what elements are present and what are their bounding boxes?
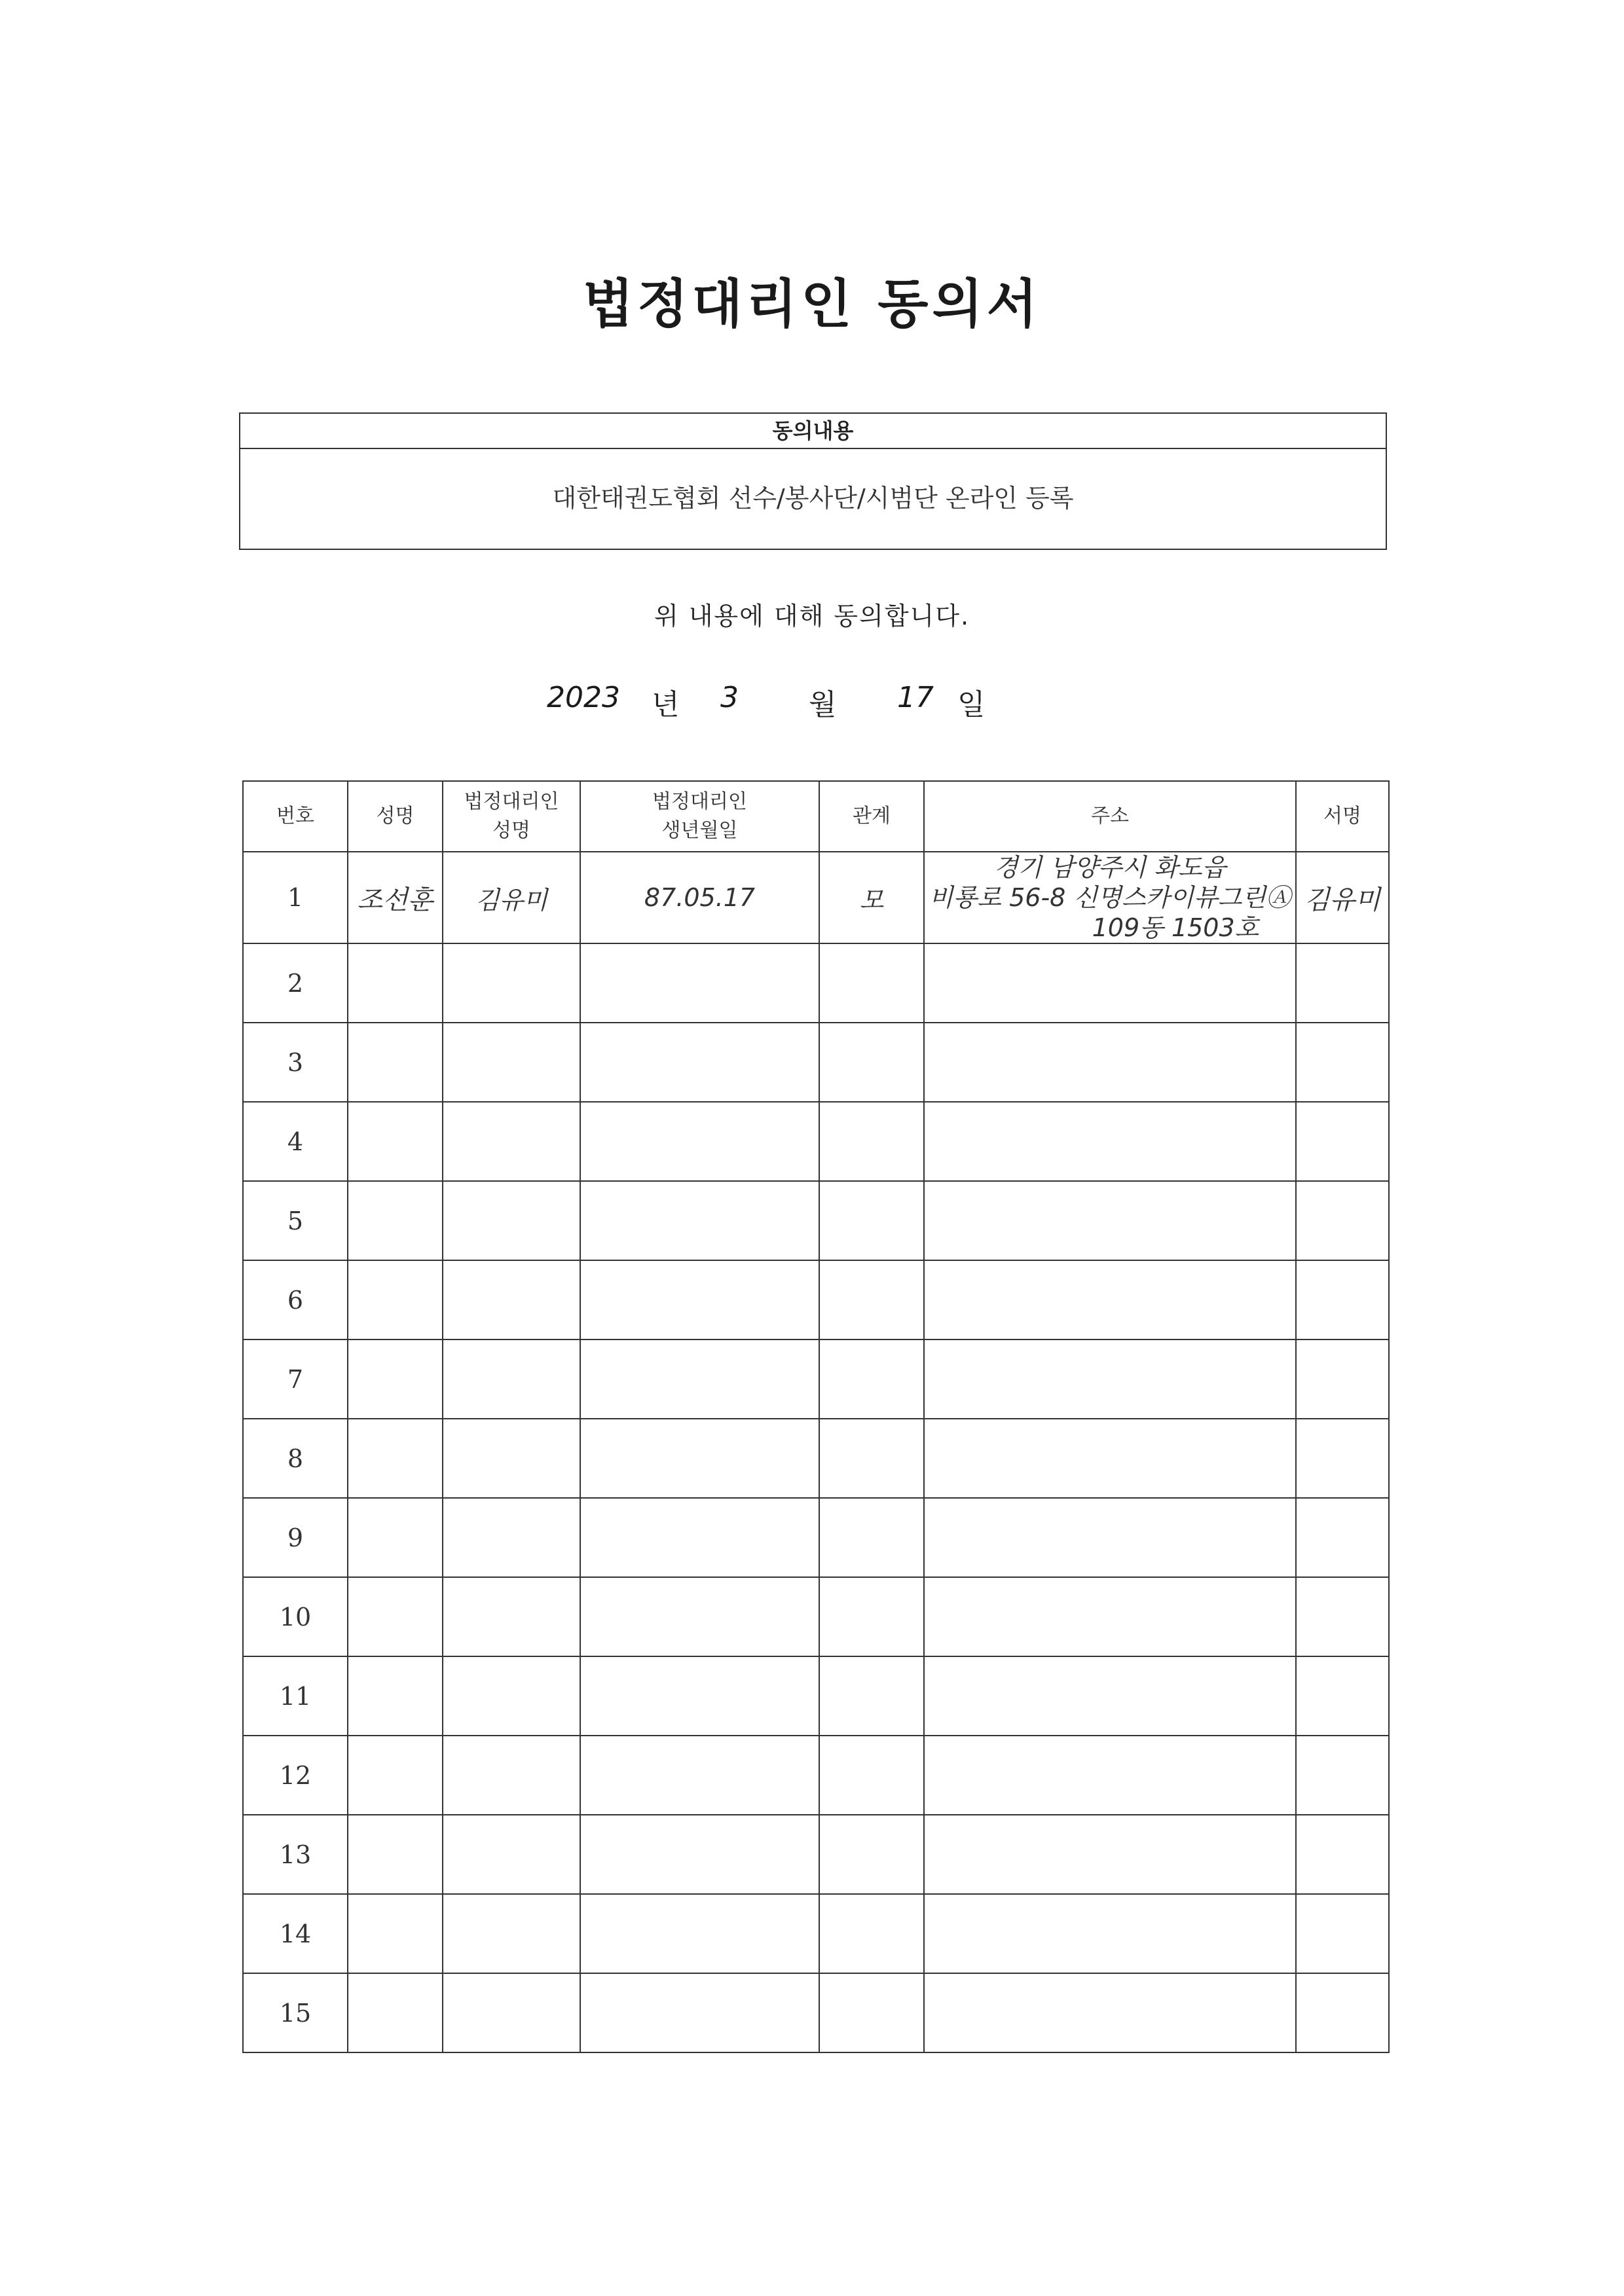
table-row — [243, 852, 1389, 943]
empty-cell — [819, 1339, 924, 1419]
row-no: 6 — [243, 1260, 348, 1339]
empty-cell — [819, 1656, 924, 1736]
header-no: 번호 — [243, 781, 348, 852]
empty-cell — [443, 1181, 580, 1260]
empty-cell — [580, 1894, 819, 1973]
row-no: 10 — [243, 1577, 348, 1656]
rep-name: 김유미 — [443, 852, 580, 943]
empty-cell — [443, 1736, 580, 1815]
table-row — [243, 1973, 1389, 2052]
registration-table — [242, 780, 1390, 2053]
empty-cell — [819, 1102, 924, 1181]
empty-cell — [1296, 1419, 1389, 1498]
header-rep-birth-line1: 법정대리인 — [652, 790, 747, 813]
empty-cell — [443, 1260, 580, 1339]
empty-cell — [924, 943, 1296, 1023]
empty-cell — [819, 1894, 924, 1973]
empty-cell — [348, 1815, 443, 1894]
empty-cell — [580, 1102, 819, 1181]
empty-cell — [348, 1656, 443, 1736]
empty-cell — [924, 1736, 1296, 1815]
empty-cell — [924, 1102, 1296, 1181]
empty-cell — [1296, 1656, 1389, 1736]
empty-cell — [443, 1973, 580, 2052]
header-address: 주소 — [924, 781, 1296, 852]
table-row — [243, 1102, 1389, 1181]
empty-cell — [443, 1894, 580, 1973]
empty-cell — [443, 1498, 580, 1577]
row-no: 11 — [243, 1656, 348, 1736]
empty-cell — [443, 1339, 580, 1419]
empty-cell — [348, 1102, 443, 1181]
date-day-label: 일 — [957, 688, 986, 721]
signature: 김유미 — [1296, 852, 1389, 943]
empty-cell — [348, 1260, 443, 1339]
row-no: 12 — [243, 1736, 348, 1815]
student-name: 조선훈 — [348, 852, 443, 943]
header-rep-name-line1: 법정대리인 — [464, 790, 559, 813]
empty-cell — [819, 943, 924, 1023]
empty-cell — [580, 1260, 819, 1339]
empty-cell — [348, 943, 443, 1023]
row-no: 5 — [243, 1181, 348, 1260]
date-month-label: 월 — [809, 688, 837, 721]
empty-cell — [1296, 1339, 1389, 1419]
empty-cell — [924, 1656, 1296, 1736]
table-row — [243, 1656, 1389, 1736]
consent-box — [239, 412, 1387, 550]
row-no: 3 — [243, 1023, 348, 1102]
empty-cell — [924, 1023, 1296, 1102]
empty-cell — [819, 1260, 924, 1339]
empty-cell — [580, 1419, 819, 1498]
empty-cell — [580, 943, 819, 1023]
empty-cell — [348, 1498, 443, 1577]
empty-cell — [443, 1419, 580, 1498]
empty-cell — [348, 1023, 443, 1102]
header-rep-birth-line2: 생년월일 — [661, 819, 738, 842]
empty-cell — [348, 1181, 443, 1260]
table-row — [243, 943, 1389, 1023]
table-header-row — [243, 781, 1389, 852]
row-no: 1 — [243, 852, 348, 943]
row-no: 15 — [243, 1973, 348, 2052]
empty-cell — [819, 1577, 924, 1656]
table-row — [243, 1894, 1389, 1973]
empty-cell — [443, 1656, 580, 1736]
empty-cell — [924, 1498, 1296, 1577]
table-row — [243, 1577, 1389, 1656]
empty-cell — [348, 1894, 443, 1973]
table-row — [243, 1815, 1389, 1894]
empty-cell — [1296, 1736, 1389, 1815]
empty-cell — [819, 1815, 924, 1894]
table-row — [243, 1419, 1389, 1498]
empty-cell — [924, 1815, 1296, 1894]
date-year: 2023 — [547, 681, 620, 714]
empty-cell — [1296, 1102, 1389, 1181]
empty-cell — [580, 1023, 819, 1102]
empty-cell — [580, 1656, 819, 1736]
relation: 모 — [819, 852, 924, 943]
empty-cell — [924, 1577, 1296, 1656]
table-row — [243, 1181, 1389, 1260]
header-name: 성명 — [348, 781, 443, 852]
date-day: 17 — [897, 681, 934, 714]
empty-cell — [443, 1102, 580, 1181]
row-no: 8 — [243, 1419, 348, 1498]
empty-cell — [580, 1973, 819, 2052]
empty-cell — [1296, 1498, 1389, 1577]
empty-cell — [348, 1973, 443, 2052]
empty-cell — [580, 1181, 819, 1260]
table-row — [243, 1260, 1389, 1339]
agreement-text: 위 내용에 대해 동의합니다. — [654, 602, 970, 630]
empty-cell — [1296, 1894, 1389, 1973]
empty-cell — [1296, 1577, 1389, 1656]
empty-cell — [580, 1815, 819, 1894]
empty-cell — [348, 1419, 443, 1498]
empty-cell — [1296, 1181, 1389, 1260]
rep-birth: 87.05.17 — [580, 852, 819, 943]
empty-cell — [819, 1736, 924, 1815]
empty-cell — [924, 1260, 1296, 1339]
row-no: 14 — [243, 1894, 348, 1973]
empty-cell — [1296, 1815, 1389, 1894]
empty-cell — [580, 1498, 819, 1577]
empty-cell — [443, 1815, 580, 1894]
empty-cell — [1296, 1260, 1389, 1339]
empty-cell — [819, 1973, 924, 2052]
empty-cell — [924, 1339, 1296, 1419]
row-no: 13 — [243, 1815, 348, 1894]
empty-cell — [924, 1419, 1296, 1498]
empty-cell — [819, 1181, 924, 1260]
table-row — [243, 1498, 1389, 1577]
empty-cell — [580, 1339, 819, 1419]
empty-cell — [1296, 1023, 1389, 1102]
address — [924, 852, 1296, 943]
row-no: 2 — [243, 943, 348, 1023]
empty-cell — [580, 1736, 819, 1815]
empty-cell — [580, 1577, 819, 1656]
header-rep-birth — [580, 781, 819, 852]
empty-cell — [924, 1894, 1296, 1973]
date-month: 3 — [720, 681, 739, 714]
row-no: 9 — [243, 1498, 348, 1577]
empty-cell — [924, 1973, 1296, 2052]
empty-cell — [348, 1577, 443, 1656]
consent-header: 동의내용 — [240, 414, 1386, 449]
row-no: 7 — [243, 1339, 348, 1419]
empty-cell — [348, 1339, 443, 1419]
address-line-1: 경기 남양주시 화도읍 — [993, 853, 1227, 882]
address-line-2: 비룡로 56-8 신명스카이뷰그린Ⓐ — [929, 883, 1291, 912]
row-no: 4 — [243, 1102, 348, 1181]
empty-cell — [1296, 1973, 1389, 2052]
table-row — [243, 1736, 1389, 1815]
empty-cell — [1296, 943, 1389, 1023]
header-relation: 관계 — [819, 781, 924, 852]
empty-cell — [443, 1577, 580, 1656]
empty-cell — [819, 1419, 924, 1498]
date-year-label: 년 — [652, 688, 680, 721]
table-row — [243, 1023, 1389, 1102]
consent-content: 대한태권도협회 선수/봉사단/시범단 온라인 등록 — [552, 484, 1074, 513]
address-line-3: 109동 1503호 — [1092, 913, 1259, 942]
empty-cell — [348, 1736, 443, 1815]
document-title: 법정대리인 동의서 — [582, 274, 1042, 335]
empty-cell — [443, 943, 580, 1023]
empty-cell — [819, 1023, 924, 1102]
header-rep-name — [443, 781, 580, 852]
header-signature: 서명 — [1296, 781, 1389, 852]
header-rep-name-line2: 성명 — [492, 819, 530, 842]
empty-cell — [924, 1181, 1296, 1260]
empty-cell — [819, 1498, 924, 1577]
table-row — [243, 1339, 1389, 1419]
empty-cell — [443, 1023, 580, 1102]
